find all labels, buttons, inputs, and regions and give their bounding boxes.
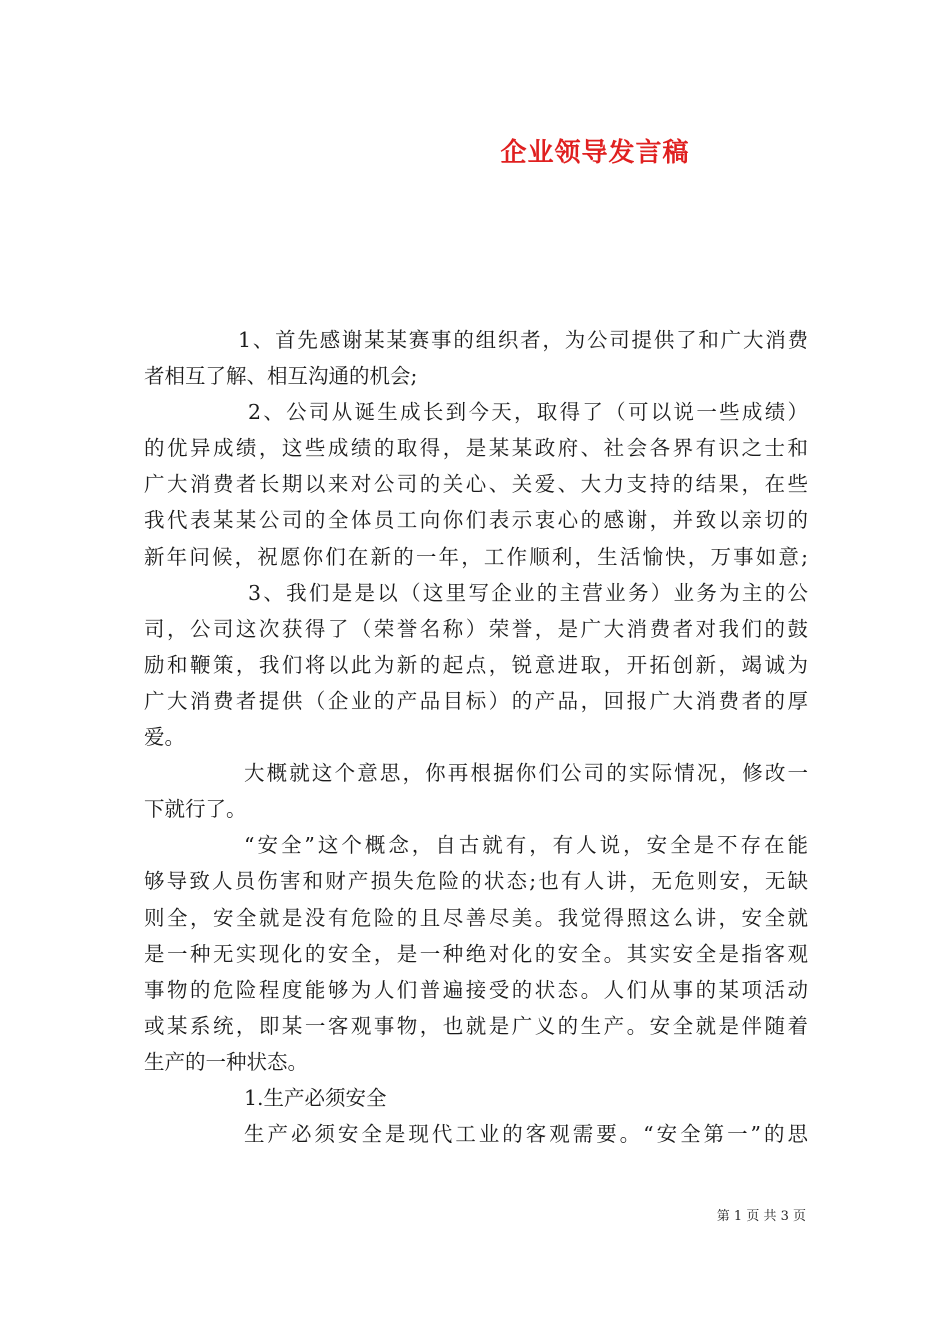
body-line: 或某系统，即某一客观事物，也就是广义的生产。安全就是伴随着 (144, 1013, 808, 1038)
document-title: 企业领导发言稿 (500, 138, 690, 168)
body-line: 我代表某某公司的全体员工向你们表示衷心的感谢，并致以亲切的 (144, 508, 808, 533)
document-body (144, 322, 808, 1152)
body-line: 广大消费者长期以来对公司的关心、关爱、大力支持的结果，在些 (144, 472, 808, 497)
body-line: 1、首先感谢某某赛事的组织者，为公司提供了和广大消费 (238, 328, 808, 352)
body-line: 1.生产必须安全 (244, 1085, 387, 1110)
body-line: 爱。 (144, 725, 185, 750)
body-line: 大概就这个意思，你再根据你们公司的实际情况，修改一 (244, 761, 808, 786)
page-footer: 第 1 页 共 3 页 (716, 1209, 806, 1224)
body-line: 2、公司从诞生成长到今天，取得了（可以说一些成绩） (248, 400, 808, 425)
body-line: 者相互了解、相互沟通的机会; (144, 364, 418, 389)
body-line: 励和鞭策，我们将以此为新的起点，锐意进取，开拓创新，竭诚为 (144, 652, 808, 677)
body-line: 下就行了。 (144, 797, 247, 822)
body-line: 司，公司这次获得了（荣誉名称）荣誉，是广大消费者对我们的鼓 (144, 616, 808, 641)
body-line: 事物的危险程度能够为人们普遍接受的状态。人们从事的某项活动 (144, 977, 808, 1002)
body-line: 够导致人员伤害和财产损失危险的状态;也有人讲，无危则安，无缺 (144, 869, 808, 894)
body-line: 是一种无实现化的安全，是一种绝对化的安全。其实安全是指客观 (144, 941, 808, 966)
body-line: 3、我们是是以（这里写企业的主营业务）业务为主的公 (248, 580, 808, 605)
body-line: 生产的一种状态。 (144, 1049, 308, 1074)
body-line: 广大消费者提供（企业的产品目标）的产品，回报广大消费者的厚 (144, 688, 808, 713)
body-line: “安全”这个概念，自古就有，有人说，安全是不存在能 (244, 833, 808, 858)
body-line: 的优异成绩，这些成绩的取得，是某某政府、社会各界有识之士和 (144, 436, 808, 461)
body-line: 则全，安全就是没有危险的且尽善尽美。我觉得照这么讲，安全就 (144, 905, 808, 930)
body-line: 生产必须安全是现代工业的客观需要。“安全第一”的思 (244, 1122, 808, 1147)
body-line: 新年问候，祝愿你们在新的一年，工作顺利，生活愉快，万事如意; (144, 544, 808, 569)
